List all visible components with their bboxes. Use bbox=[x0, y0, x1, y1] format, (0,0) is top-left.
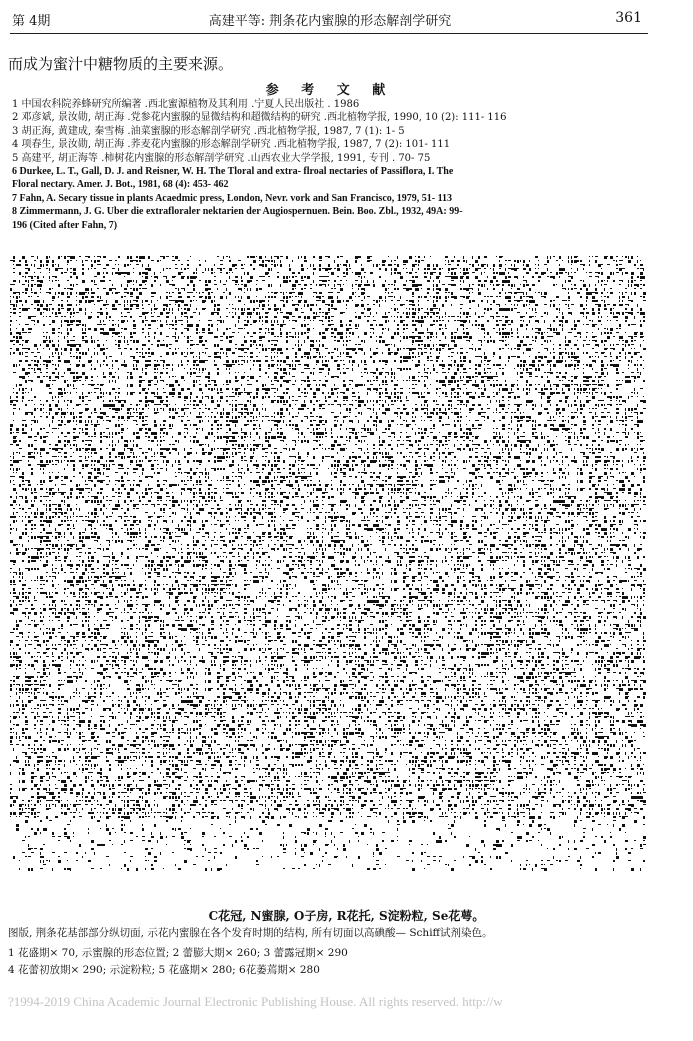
page-number: 361 bbox=[615, 10, 642, 26]
reference-item: 8 Zimmermann, J. G. Uber die extrafloraler nektarien der Augiospernuen. Bein. Boo. Zbl., 1932, 49A: 99- bbox=[12, 206, 463, 218]
reference-item: 3 胡正海, 黄建成, 秦雪梅 .油菜蜜腺的形态解剖学研究 .西北植物学报, 1987, 7 (1): 1- 5 bbox=[12, 125, 405, 137]
reference-item-continued: 196 (Cited after Fahn, 7) bbox=[12, 219, 118, 231]
plate-caption: C花冠, N蜜腺, O子房, R花托, S淀粉粒, Se花萼。 bbox=[208, 909, 485, 923]
issue-label: 第 4期 bbox=[12, 14, 51, 29]
plate-note-line: 4 花蕾初放期× 290; 示淀粉粒; 5 花盛期× 280; 6花萎蔫期× 280 bbox=[8, 964, 320, 976]
running-header bbox=[12, 10, 648, 32]
references-heading: 参 考 文 献 bbox=[265, 83, 395, 98]
plate-texture bbox=[10, 256, 646, 871]
reference-item: 5 高建平, 胡正海等 .柿树花内蜜腺的形态解剖学研究 .山西农业大学学报, 1991, 专刊 . 70- 75 bbox=[12, 152, 431, 164]
plate-note-line: 1 花盛期× 70, 示蜜腺的形态位置; 2 蕾膨大期× 260; 3 蕾露冠期× 290 bbox=[8, 947, 348, 959]
reference-item: 1 中国农科院养蜂研究所编著 .西北蜜源植物及其利用 .宁夏人民出版社 . 1986 bbox=[12, 99, 360, 110]
reference-item: 4 项春生, 景汝勋, 胡正海 .荞麦花内蜜腺的形态解剖学研究 .西北植物学报, 1987, 7 (2): 101- 111 bbox=[12, 139, 451, 151]
micrograph-plate bbox=[10, 256, 646, 872]
references-list bbox=[12, 98, 652, 232]
running-title: 高建平等: 荆条花内蜜腺的形态解剖学研究 bbox=[208, 14, 452, 29]
reference-item: 7 Fahn, A. Secary tissue in plants Acaedmic press, London, Nevr. vork and San Francisco, 1979, 51- 113 bbox=[12, 192, 453, 204]
plate-notes bbox=[8, 945, 348, 979]
plate-description: 图版, 荆条花基部部分纵切面, 示花内蜜腺在各个发育时期的结构, 所有切面以高碘酸— Schiff试剂染色。 bbox=[8, 927, 493, 939]
reference-item-continued: Floral nectary. Amer. J. Bot., 1981, 68 (4): 453- 462 bbox=[12, 179, 229, 191]
lead-paragraph: 而成为蜜汁中糖物质的主要来源。 bbox=[8, 55, 234, 73]
copyright-footer: ?1994-2019 China Academic Journal Electronic Publishing House. All rights reserved. http://w bbox=[8, 994, 503, 1009]
header-rule bbox=[10, 33, 648, 34]
reference-item: 6 Durkee, L. T., Gall, D. J. and Reisner, W. H. The Tloral and extra- flroal nectaries of Passiflora, I. The bbox=[12, 166, 454, 178]
reference-item: 2 邓彦斌, 景汝勋, 胡正海 .党参花内蜜腺的显微结构和超微结构的研究 .西北植物学报, 1990, 10 (2): 111- 116 bbox=[12, 112, 507, 124]
micrograph-plate-image bbox=[10, 256, 646, 872]
